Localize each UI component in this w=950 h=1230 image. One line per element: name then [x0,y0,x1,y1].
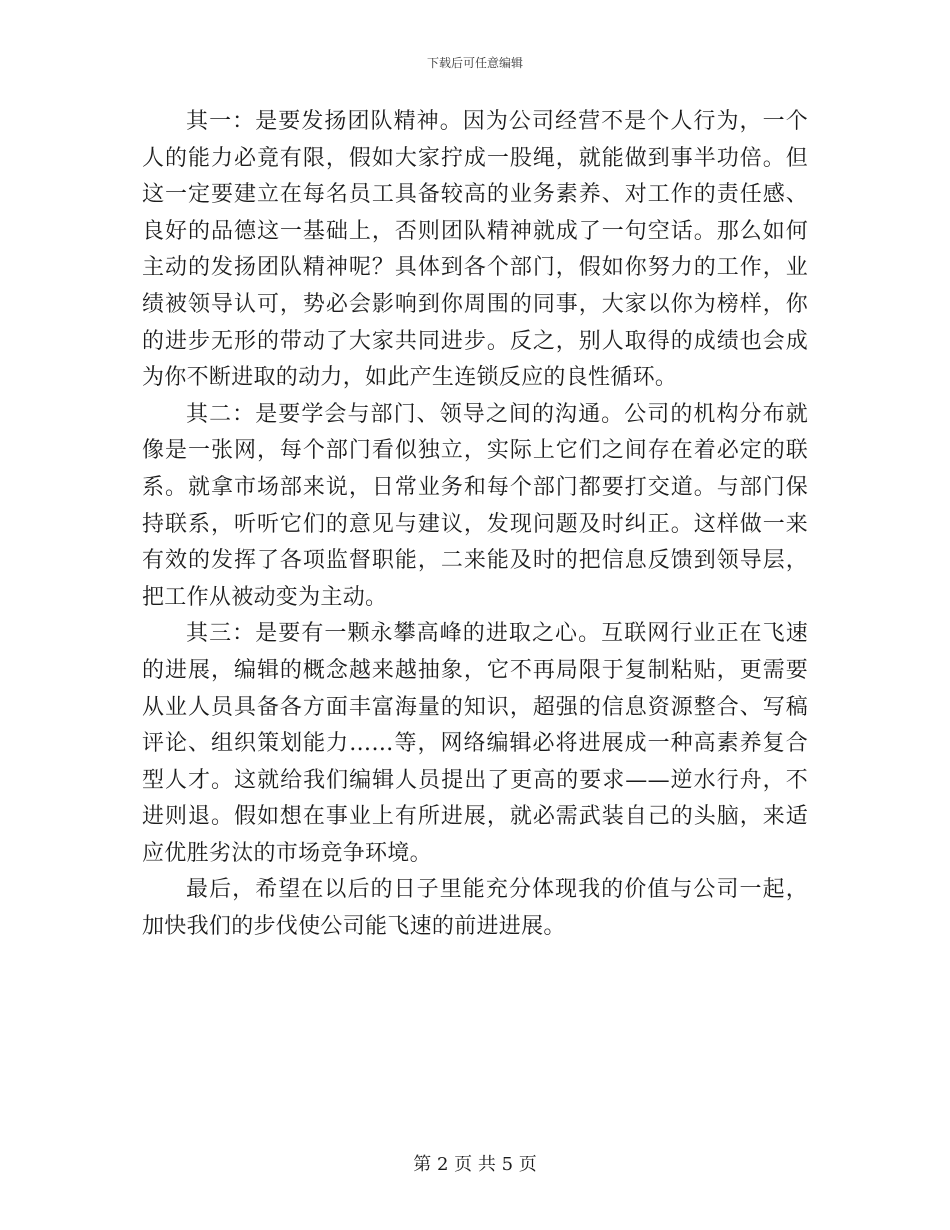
paragraph-1: 其一：是要发扬团队精神。因为公司经营不是个人行为，一个人的能力必竟有限，假如大家拧成一股绳，就能做到事半功倍。但这一定要建立在每名员工具备较高的业务素养、对工作的责任感、良好的品德这一基础上，否则团队精神就成了一句空话。那么如何主动的发扬团队精神呢？具体到各个部门，假如你努力的工作，业绩被领导认可，势必会影响到你周围的同事，大家以你为榜样，你的进步无形的带动了大家共同进步。反之，别人取得的成绩也会成为你不断进取的动力，如此产生连锁反应的良性循环。 [142,109,808,391]
page-number-footer: 第 2 页 共 5 页 [413,1154,537,1175]
paragraph-2: 其二：是要学会与部门、领导之间的沟通。公司的机构分布就像是一张网，每个部门看似独立，实际上它们之间存在着必定的联系。就拿市场部来说，日常业务和每个部门都要打交道。与部门保持联系，听听它们的意见与建议，发现问题及时纠正。这样做一来有效的发挥了各项监督职能，二来能及时的把信息反馈到领导层，把工作从被动变为主动。 [142,401,808,610]
page-header: 下载后可任意编辑 [426,56,523,70]
paragraph-4: 最后，希望在以后的日子里能充分体现我的价值与公司一起，加快我们的步伐使公司能飞速的前进进展。 [142,877,808,940]
document-body [142,104,808,946]
paragraph-3: 其三：是要有一颗永攀高峰的进取之心。互联网行业正在飞速的进展，编辑的概念越来越抽象，它不再局限于复制粘贴，更需要从业人员具备各方面丰富海量的知识，超强的信息资源整合、写稿评论、组织策划能力……等，网络编辑必将进展成一种高素养复合型人才。这就给我们编辑人员提出了更高的要求——逆水行舟，不进则退。假如想在事业上有所进展，就必需武装自己的头脑，来适应优胜劣汰的市场竞争环境。 [142,621,808,866]
